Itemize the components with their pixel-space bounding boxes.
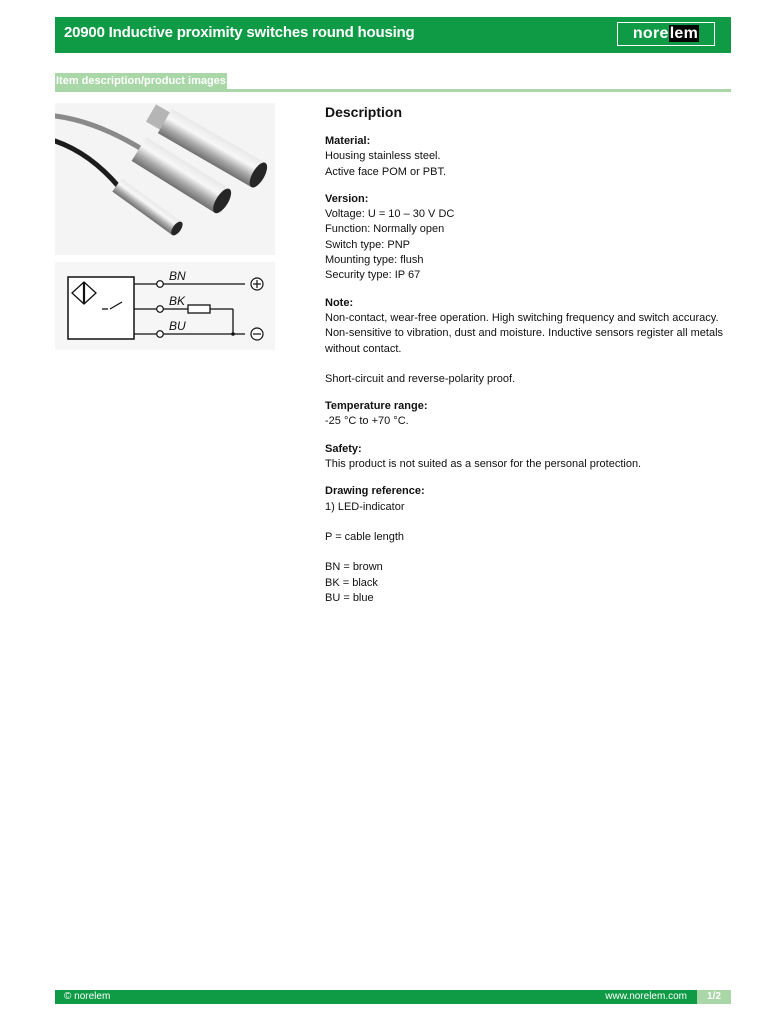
note-line: without contact. <box>325 342 402 355</box>
logo-text <box>633 25 699 43</box>
logo-text-pre: nore <box>632 25 669 42</box>
label-bn: BN <box>169 269 186 283</box>
drawing-spacer <box>325 515 725 530</box>
drawing-color: BU = blue <box>325 591 374 604</box>
section-heading: Item description/product images <box>56 75 226 87</box>
page-title: 20900 Inductive proximity switches round housing <box>64 24 415 41</box>
product-image <box>55 103 275 255</box>
material-block <box>325 134 725 180</box>
footer-bar <box>55 990 731 1004</box>
note-line: Non-contact, wear-free operation. High switching frequency and switch accuracy. <box>325 311 719 324</box>
safety-block <box>325 442 725 473</box>
load-resistor <box>188 305 210 313</box>
section-divider <box>55 89 731 92</box>
junction-dot <box>231 332 235 336</box>
description-content <box>325 104 725 618</box>
terminal-bk <box>157 306 164 313</box>
version-line: Switch type: PNP <box>325 238 410 251</box>
drawing-spacer <box>325 545 725 560</box>
note-extra: Short-circuit and reverse-polarity proof. <box>325 372 516 385</box>
drawing-color: BK = black <box>325 576 378 589</box>
page-number: 1/2 <box>697 990 731 1004</box>
sensor-block <box>68 277 134 339</box>
safety-value: This product is not suited as a sensor for the personal protection. <box>325 458 642 471</box>
footer-copyright: © norelem <box>64 991 111 1002</box>
drawing-label: Drawing reference: <box>325 485 425 498</box>
version-line: Voltage: U = 10 – 30 V DC <box>325 208 455 221</box>
drawing-block <box>325 484 725 606</box>
header-bar <box>55 17 731 53</box>
safety-label: Safety: <box>325 442 362 455</box>
note-block <box>325 296 725 387</box>
version-block <box>325 192 725 284</box>
version-line: Function: Normally open <box>325 223 445 236</box>
material-line: Housing stainless steel. <box>325 150 441 163</box>
drawing-cable: P = cable length <box>325 530 404 543</box>
material-label: Material: <box>325 135 371 147</box>
label-bk: BK <box>169 294 186 308</box>
description-title: Description <box>325 104 403 120</box>
note-line: Non-sensitive to vibration, dust and moisture. Inductive sensors register all metals <box>325 327 724 340</box>
material-line: Active face POM or PBT. <box>325 165 447 178</box>
note-label: Note: <box>325 296 354 309</box>
note-spacer <box>325 357 725 372</box>
drawing-color: BN = brown <box>325 561 383 574</box>
temperature-label: Temperature range: <box>325 400 428 413</box>
label-bu: BU <box>169 319 186 333</box>
norelem-logo <box>617 22 715 46</box>
terminal-bu <box>157 331 164 338</box>
drawing-led: 1) LED-indicator <box>325 500 405 513</box>
temperature-block <box>325 399 725 430</box>
temperature-value: -25 °C to +70 °C. <box>325 415 409 428</box>
terminal-bn <box>157 281 164 288</box>
logo-text-highlight: lem <box>669 25 699 42</box>
version-line: Security type: IP 67 <box>325 269 421 282</box>
version-label: Version: <box>325 192 369 205</box>
version-line: Mounting type: flush <box>325 254 424 267</box>
wiring-diagram <box>55 262 275 350</box>
footer-website-link[interactable]: www.norelem.com <box>605 991 687 1002</box>
